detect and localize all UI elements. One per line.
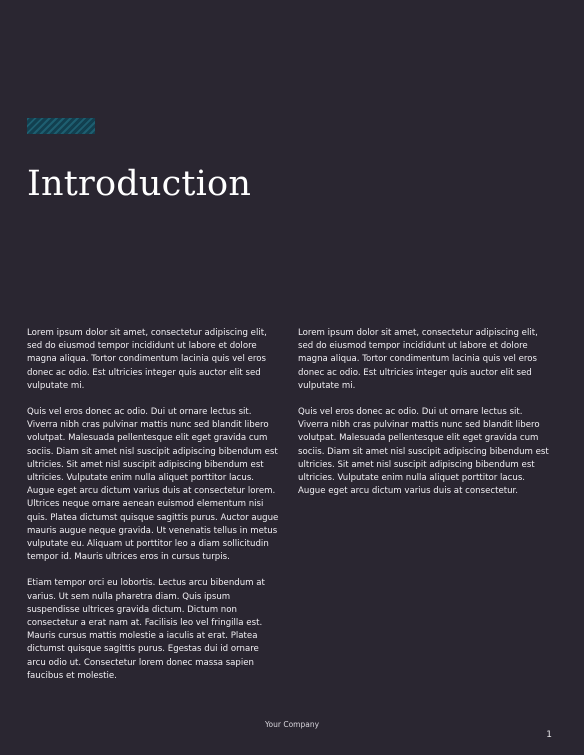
paragraph: Quis vel eros donec ac odio. Dui ut ornare lectus sit. Viverra nibh cras pulvinar mattis nunc sed blandit libero volutpat. Malesuada pellentesque elit eget gravida cum sociis. Diam sit amet nisl suscipit adipiscing bibendum est ultricies. Sit amet nisl suscipit adipiscing bibendum est ultricies. Vulputate enim nulla aliquet porttitor lacus. Augue eget arcu dictum varius duis at consectetur lorem. Ultrices neque ornare aenean euismod elementum nisi quis. Platea dictumst quisque sagittis purus. Auctor augue mauris augue neque gravida. Ut venenatis tellus in metus vulputate eu. Aliquam ut porttitor leo a diam sollicitudin tempor id. Mauris ultrices eros in cursus turpis. (27, 407, 279, 563)
page-title: Introduction (27, 164, 252, 204)
accent-bar (27, 118, 95, 134)
right-text-column (298, 327, 550, 511)
paragraph: Lorem ipsum dolor sit amet, consectetur adipiscing elit, sed do eiusmod tempor incididunt ut labore et dolore magna aliqua. Tortor condimentum lacinia quis vel eros donec ac odio. Est ultricies integer quis auctor elit sed vulputate mi. (27, 328, 267, 391)
footer-company-name: Your Company (264, 720, 320, 729)
page-number: 1 (546, 730, 552, 740)
paragraph: Quis vel eros donec ac odio. Dui ut ornare lectus sit. Viverra nibh cras pulvinar mattis nunc sed blandit libero volutpat. Malesuada pellentesque elit eget gravida cum sociis. Diam sit amet nisl suscipit adipiscing bibendum est ultricies. Sit amet nisl suscipit adipiscing bibendum est ultricies. Vulputate enim nulla aliquet porttitor lacus. Augue eget arcu dictum varius duis at consectetur. (298, 407, 549, 497)
left-text-column (27, 327, 279, 696)
paragraph: Etiam tempor orci eu lobortis. Lectus arcu bibendum at varius. Ut sem nulla pharetra diam. Quis ipsum suspendisse ultrices gravida dictum. Dictum non consectetur a erat nam at. Facilisis leo vel fringilla est. Mauris cursus mattis molestie a iaculis at erat. Platea dictumst quisque sagittis purus. Egestas dui id ornare arcu odio ut. Consectetur lorem donec massa sapien faucibus et molestie. (27, 578, 265, 681)
paragraph: Lorem ipsum dolor sit amet, consectetur adipiscing elit, sed do eiusmod tempor incididunt ut labore et dolore magna aliqua. Tortor condimentum lacinia quis vel eros donec ac odio. Est ultricies integer quis auctor elit sed vulputate mi. (298, 328, 538, 391)
